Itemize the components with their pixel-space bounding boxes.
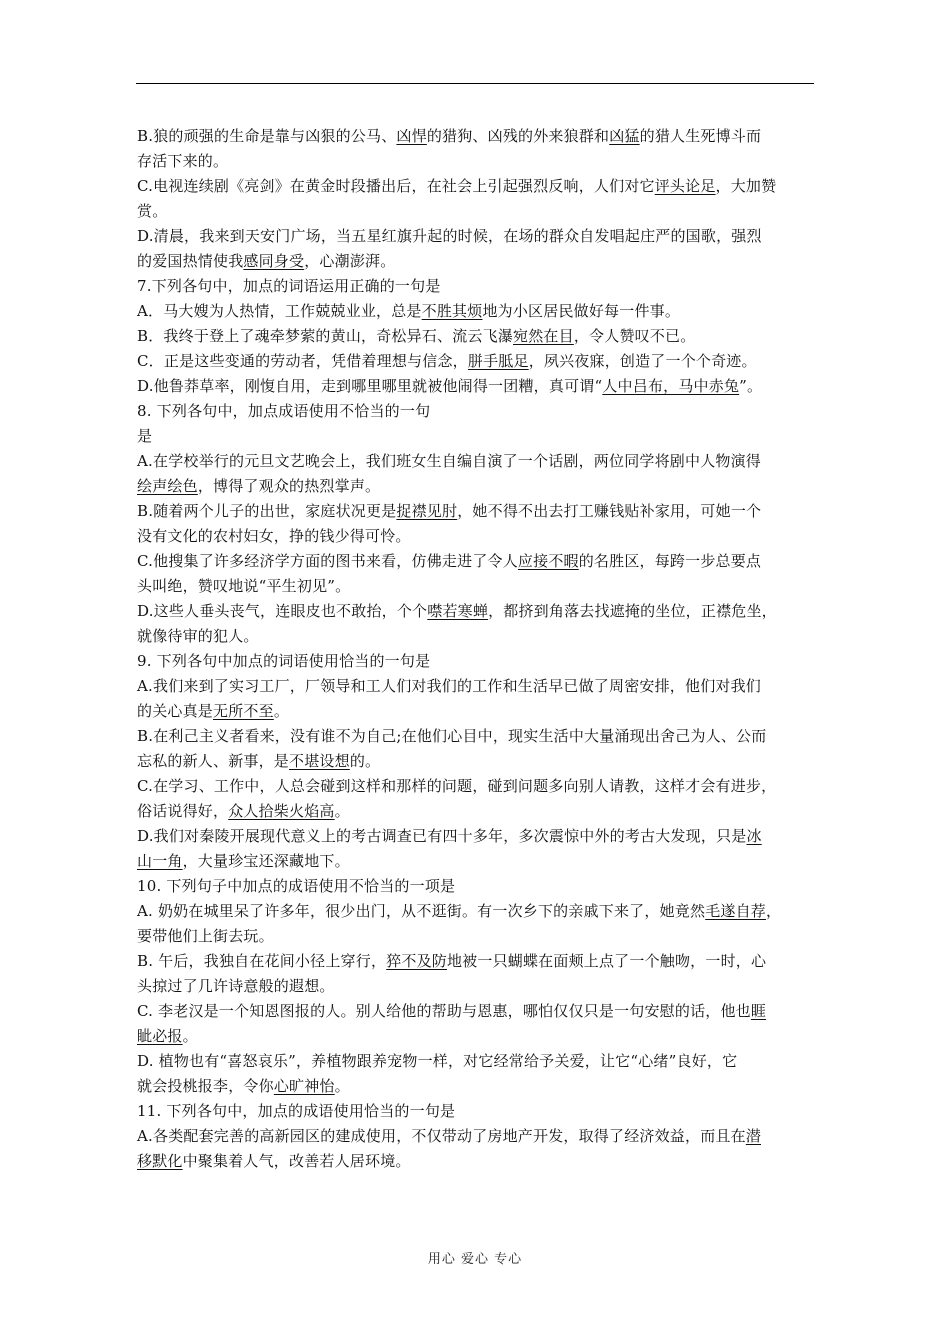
text-segment: 俗话说得好， — [137, 802, 229, 820]
text-segment: 。 — [334, 802, 350, 820]
underlined-term: 噤若寒蝉 — [427, 602, 489, 620]
text-line — [137, 874, 817, 899]
underlined-term: 凶悍 — [396, 127, 427, 145]
underlined-term: 移默化 — [137, 1152, 183, 1170]
underlined-term: 宛然在目 — [513, 327, 574, 345]
text-line — [137, 949, 817, 974]
text-segment: 没有文化的农村妇女，挣的钱少得可怜。 — [137, 527, 411, 545]
text-line — [137, 899, 817, 924]
underlined-term: 众人拾柴火焰高 — [228, 802, 335, 820]
text-segment: 地被一只蝴蝶在面颊上点了一个触吻，一时，心 — [446, 952, 767, 970]
text-segment: A．马大嫂为人热情，工作兢兢业业，总是 — [137, 302, 422, 320]
text-segment: A.各类配套完善的高新园区的建成使用，不仅带动了房地产开发，取得了经济效益，而且在 — [137, 1127, 746, 1145]
text-segment: B.随着两个儿子的出世，家庭状况更是 — [137, 502, 397, 520]
text-line — [137, 799, 817, 824]
text-line — [137, 774, 817, 799]
text-segment: B．我终于登上了魂牵梦萦的黄山，奇松异石、流云飞瀑 — [137, 327, 514, 345]
text-segment: C.在学习、工作中，人总会碰到这样和那样的问题，碰到问题多向别人请教，这样才会有进步， — [137, 777, 777, 795]
text-line — [137, 299, 817, 324]
text-segment: C.电视连续剧《亮剑》在黄金时段播出后，在社会上引起强烈反响，人们对它 — [137, 177, 655, 195]
text-line — [137, 124, 817, 149]
text-segment: D.我们对秦陵开展现代意义上的考古调查已有四十多年，多次震惊中外的考古大发现，只是 — [137, 827, 747, 845]
text-segment: 存活下来的。 — [137, 152, 229, 170]
text-segment: ，博得了观众的热烈掌声。 — [197, 477, 381, 495]
text-segment: D. 植物也有“喜怒哀乐”，养植物跟养宠物一样，对它经常给予关爱，让它“心绪”良好，它 — [137, 1052, 738, 1070]
underlined-term: 无所不至 — [213, 702, 274, 720]
underlined-term: 山一角 — [137, 852, 183, 870]
text-line — [137, 499, 817, 524]
underlined-term: 凶猛 — [609, 127, 640, 145]
text-line — [137, 649, 817, 674]
underlined-term: 毛遂自荐 — [705, 902, 766, 920]
text-line — [137, 574, 817, 599]
text-segment: 就像待审的犯人。 — [137, 627, 259, 645]
text-line — [137, 224, 817, 249]
text-segment: 。 — [334, 1077, 350, 1095]
underlined-term: 不堪设想 — [289, 752, 350, 770]
text-segment: A.在学校举行的元旦文艺晚会上，我们班女生自编自演了一个话剧，两位同学将剧中人物演得 — [137, 452, 762, 470]
text-line — [137, 1149, 817, 1174]
text-line — [137, 274, 817, 299]
text-segment: ，令人赞叹不已。 — [573, 327, 696, 345]
text-segment: 的关心真是 — [137, 702, 214, 720]
text-segment: C.他搜集了许多经济学方面的图书来看，仿佛走进了令人 — [137, 552, 518, 570]
text-segment: 10. 下列句子中加点的成语使用不恰当的一项是 — [137, 877, 456, 895]
text-line — [137, 999, 817, 1024]
text-segment: 8. 下列各句中，加点成语使用不恰当的一句 — [137, 402, 431, 420]
underlined-term: 应接不暇 — [517, 552, 579, 570]
text-segment: ，大加赞 — [715, 177, 777, 195]
text-segment: ”。 — [739, 377, 763, 395]
underlined-term: 睚 — [750, 1002, 767, 1020]
text-line — [137, 449, 817, 474]
text-segment: D.这些人垂头丧气，连眼皮也不敢抬，个个 — [137, 602, 428, 620]
underlined-term: 猝不及防 — [386, 952, 447, 970]
text-line — [137, 1074, 817, 1099]
text-segment: 的猎狗、凶残的外来狼群和 — [426, 127, 610, 145]
text-line — [137, 1024, 817, 1049]
text-segment: 赏。 — [137, 202, 168, 220]
underlined-term: 不胜其烦 — [421, 302, 483, 320]
text-segment: ，夙兴夜寐，创造了一个个奇迹。 — [528, 352, 757, 370]
text-line — [137, 474, 817, 499]
text-line — [137, 174, 817, 199]
text-line — [137, 324, 817, 349]
text-segment: 是 — [137, 427, 153, 445]
page-footer: 用心 爱心 专心 — [427, 1252, 523, 1267]
underlined-term: 胼手胝足 — [467, 352, 529, 370]
text-segment: 的爱国热情使我 — [137, 252, 244, 270]
text-line — [137, 849, 817, 874]
underlined-term: 评头论足 — [654, 177, 716, 195]
underlined-term: 潜 — [745, 1127, 762, 1145]
text-line — [137, 1099, 817, 1124]
text-line — [137, 249, 817, 274]
text-segment: B.在利己主义者看来，没有谁不为自己;在他们心目中，现实生活中大量涌现出舍己为人、公而 — [137, 727, 767, 745]
text-line — [137, 924, 817, 949]
text-segment: ，都挤到角落去找遮掩的坐位，正襟危坐， — [488, 602, 777, 620]
text-segment: C. 李老汉是一个知恩图报的人。别人给他的帮助与恩惠，哪怕仅仅只是一句安慰的话，他也 — [137, 1002, 751, 1020]
text-segment: B. 午后，我独自在花间小径上穿行， — [137, 952, 387, 970]
text-segment: 。 — [273, 702, 290, 720]
text-segment: 9. 下列各句中加点的词语使用恰当的一句是 — [137, 652, 431, 670]
text-segment: 头叫绝，赞叹地说“平生初见”。 — [137, 577, 351, 595]
underlined-term: 眦必报 — [137, 1027, 183, 1045]
header-rule — [136, 83, 814, 84]
text-line — [137, 1124, 817, 1149]
text-segment: A. 奶奶在城里呆了许多年，很少出门，从不逛街。有一次乡下的亲戚下来了，她竟然 — [137, 902, 706, 920]
text-segment: 。 — [182, 1027, 198, 1045]
underlined-term: 绘声绘色 — [137, 477, 198, 495]
text-line — [137, 1049, 817, 1074]
text-line — [137, 974, 817, 999]
text-segment: B.狼的顽强的生命是靠与凶狠的公马、 — [137, 127, 397, 145]
text-line — [137, 549, 817, 574]
text-segment: 地为小区居民做好每一件事。 — [482, 302, 681, 320]
text-line — [137, 674, 817, 699]
text-line — [137, 374, 817, 399]
text-segment: 就会投桃报李，令你 — [137, 1077, 274, 1095]
text-line — [137, 149, 817, 174]
text-segment: ，心潮澎湃。 — [304, 252, 396, 270]
text-segment: 忘私的新人、新事，是 — [137, 752, 290, 770]
text-line — [137, 349, 817, 374]
underlined-term: 心旷神怡 — [273, 1077, 335, 1095]
underlined-term: 冰 — [746, 827, 762, 845]
text-segment: 11. 下列各句中，加点的成语使用恰当的一句是 — [137, 1102, 456, 1120]
text-line — [137, 749, 817, 774]
text-segment: C．正是这些变通的劳动者，凭借着理想与信念， — [137, 352, 468, 370]
text-segment: 头掠过了几许诗意般的遐想。 — [137, 977, 335, 995]
text-line — [137, 599, 817, 624]
text-segment: A.我们来到了实习工厂，厂领导和工人们对我们的工作和生活早已做了周密安排，他们对我们 — [137, 677, 762, 695]
text-line — [137, 624, 817, 649]
text-segment: ， — [766, 902, 782, 920]
underlined-term: 捉襟见肘 — [396, 502, 458, 520]
text-segment: 要带他们上街去玩。 — [137, 927, 274, 945]
text-segment: 中聚集着人气，改善若人居环境。 — [182, 1152, 411, 1170]
text-line — [137, 399, 817, 424]
text-segment: D.清晨，我来到天安门广场，当五星红旗升起的时候，在场的群众自发唱起庄严的国歌，强烈 — [137, 227, 762, 245]
text-segment: 的名胜区，每跨一步总要点 — [578, 552, 762, 570]
text-segment: ，她不得不出去打工赚钱贴补家用，可她一个 — [457, 502, 762, 520]
text-segment: 的。 — [349, 752, 381, 770]
text-segment: D.他鲁莽草率，刚愎自用，走到哪里哪里就被他闹得一团糟，真可谓“ — [137, 377, 603, 395]
text-line — [137, 824, 817, 849]
text-segment: 的猎人生死博斗而 — [639, 127, 762, 145]
text-line — [137, 199, 817, 224]
text-segment: ，大量珍宝还深藏地下。 — [182, 852, 350, 870]
underlined-term: 人中吕布，马中赤兔 — [602, 377, 740, 395]
underlined-term: 感同身受 — [243, 252, 305, 270]
text-line — [137, 524, 817, 549]
document-body — [137, 124, 817, 1174]
text-line — [137, 424, 817, 449]
text-line — [137, 724, 817, 749]
text-line — [137, 699, 817, 724]
text-segment: 7.下列各句中，加点的词语运用正确的一句是 — [137, 277, 441, 295]
